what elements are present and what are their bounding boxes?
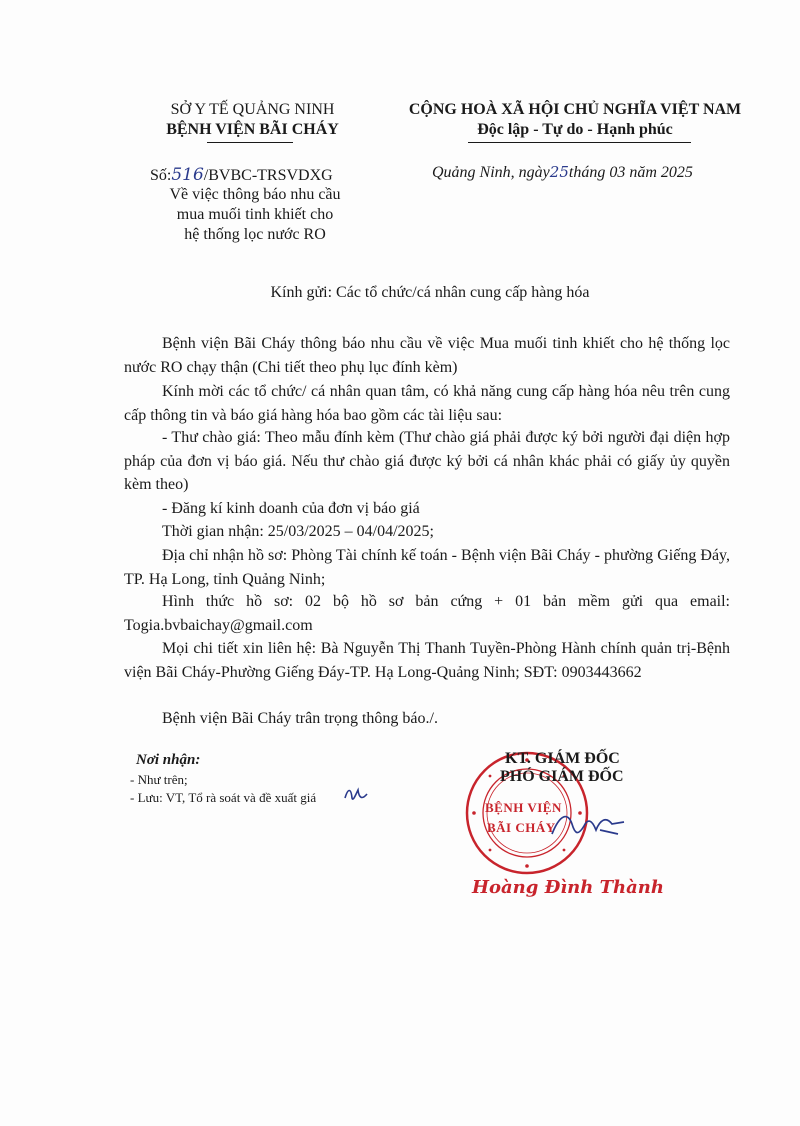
doc-number-prefix: Số: <box>150 167 172 184</box>
recipient-line: Kính gửi: Các tổ chức/cá nhân cung cấp hàng hóa <box>270 284 590 301</box>
doc-number-handwritten: 516 <box>171 165 204 185</box>
department-name: SỞ Y TẾ QUẢNG NINH <box>170 101 335 118</box>
paragraph-invitation: Kính mời các tổ chức/ cá nhân quan tâm, có khả năng cung cấp hàng hóa nêu trên cung cấp thông tin và báo giá hàng hóa bao gồm các tài liệu sau: <box>124 383 730 424</box>
signature-authority: KT. GIÁM ĐỐC <box>505 750 620 767</box>
recipients-title: Nơi nhận: <box>136 752 201 768</box>
motto-underline <box>468 142 691 143</box>
signer-name: Hoàng Đình Thành <box>472 877 664 898</box>
date-suffix: tháng 03 năm 2025 <box>568 164 693 181</box>
paragraph-announcement: Bệnh viện Bãi Cháy thông báo nhu cầu về việc Mua muối tinh khiết cho hệ thống lọc nước RO chạy thận (Chi tiết theo phụ lục đính kèm) <box>124 335 730 376</box>
date-prefix: Quảng Ninh, ngày <box>432 164 550 181</box>
initial-scribble-icon <box>342 784 370 804</box>
date-day-handwritten: 25 <box>549 163 569 181</box>
paragraph-receiving-period: Thời gian nhận: 25/03/2025 – 04/04/2025; <box>162 523 434 540</box>
hospital-underline <box>207 142 293 143</box>
subject-line-1: Về việc thông báo nhu cầu <box>169 186 341 203</box>
document-number <box>150 165 333 185</box>
hospital-name: BỆNH VIỆN BÃI CHÁY <box>166 121 339 138</box>
nation-title: CỘNG HOÀ XÃ HỘI CHỦ NGHĨA VIỆT NAM <box>408 101 742 118</box>
doc-number-suffix: /BVBC-TRSVDXG <box>203 167 333 184</box>
signature-position: PHÓ GIÁM ĐỐC <box>500 768 624 785</box>
recipients-line-2: - Lưu: VT, Tổ rà soát và đề xuất giá <box>130 790 317 805</box>
handwritten-signature-icon <box>548 808 628 842</box>
stamp-text-line-1: BỆNH VIỆN <box>485 800 562 815</box>
paragraph-business-registration: - Đăng kí kinh doanh của đơn vị báo giá <box>162 500 420 517</box>
subject-line-3: hệ thống lọc nước RO <box>184 226 326 243</box>
subject-line-2: mua muối tinh khiết cho <box>176 206 334 223</box>
paragraph-closing: Bệnh viện Bãi Cháy trân trọng thông báo./. <box>162 710 438 727</box>
paragraph-contact: Mọi chi tiết xin liên hệ: Bà Nguyễn Thị Thanh Tuyền-Phòng Hành chính quản trị-Bệnh viện Bãi Cháy-Phường Giếng Đáy-TP. Hạ Long-Quảng Ninh; SĐT: 0903443662 <box>124 640 730 681</box>
nation-motto: Độc lập - Tự do - Hạnh phúc <box>477 121 673 138</box>
paragraph-address: Địa chỉ nhận hồ sơ: Phòng Tài chính kế toán - Bệnh viện Bãi Cháy - phường Giếng Đáy, TP. Hạ Long, tỉnh Quảng Ninh; <box>124 547 730 588</box>
recipients-line-1: - Như trên; <box>130 772 188 787</box>
stamp-text-line-2: BÃI CHÁY <box>487 820 556 835</box>
document-date <box>432 163 693 182</box>
paragraph-quotation-letter: - Thư chào giá: Theo mẫu đính kèm (Thư chào giá phải được ký bởi người đại diện hợp pháp của đơn vị báo giá. Nếu thư chào giá được ký bởi cá nhân khác phải có giấy ủy quyền kèm theo) <box>124 429 730 493</box>
paragraph-document-format: Hình thức hồ sơ: 02 bộ hồ sơ bản cứng + 01 bản mềm gửi qua email: Togia.bvbaichay@gmail.com <box>124 593 730 634</box>
